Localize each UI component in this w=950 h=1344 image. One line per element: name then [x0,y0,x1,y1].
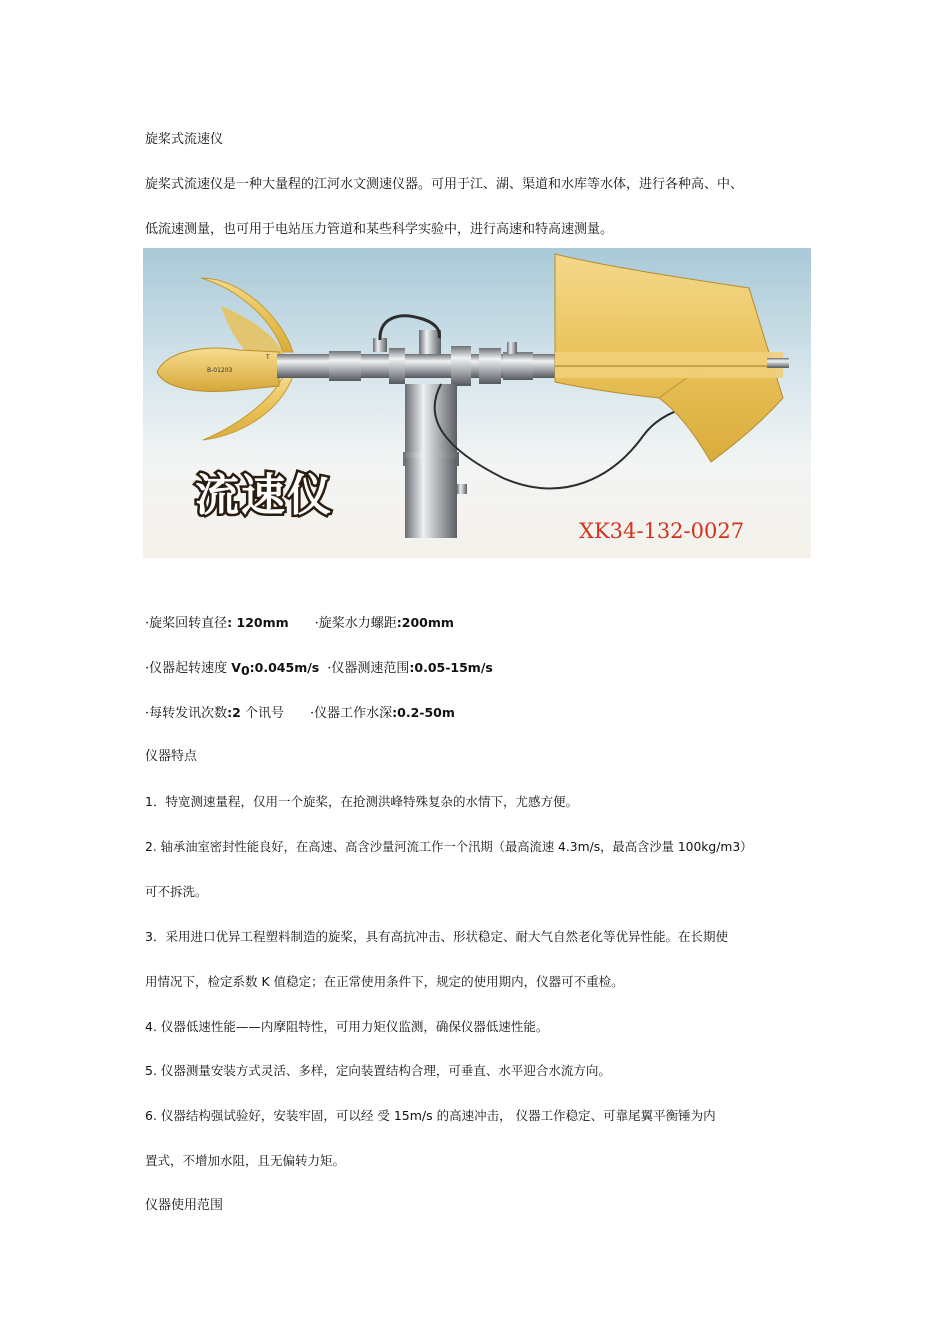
spec-subscript: 0 [240,663,250,678]
photo-caption: 流速仪 [195,470,333,521]
spec-label: ·旋桨水力螺距 [314,616,397,631]
spec-value: : 120mm [227,615,289,630]
spec-unit: 个讯号 [240,706,284,721]
spec-value: :0.2-50m [392,705,455,720]
spec-row-3 [145,705,455,722]
intro-paragraph-line-2: 低流速测量，也可用于电站压力管道和某些科学实验中，进行高速和特高速测量。 [145,222,614,237]
spec-value: :2 [227,705,241,720]
feature-item-5: 5. 仪器测量安装方式灵活、多样，定向装置结构合理，可垂直、水平迎合水流方向。 [145,1063,611,1078]
mark-label: T [266,354,270,361]
feature-item-1: 1．特宽测速量程，仅用一个旋桨，在抢测洪峰特殊复杂的水情下，尤感方便。 [145,794,578,809]
spec-label: ·每转发讯次数 [145,706,228,721]
usage-heading: 仪器使用范围 [145,1198,224,1213]
feature-item-2-line-2: 可不拆洗。 [145,884,208,899]
feature-item-6-line-1: 6. 仪器结构强试验好，安装牢固，可以经 受 15m/s 的高速冲击， 仪器工作稳定、可靠尾翼平衡锤为内 [145,1108,716,1123]
feature-item-4: 4. 仪器低速性能——内摩阻特性，可用力矩仪监测，确保仪器低速性能。 [145,1019,549,1034]
spec-value: :0.045m/s [249,660,320,675]
feature-item-3-line-1: 3．采用进口优异工程塑料制造的旋桨，具有高抗冲击、形状稳定、耐大气自然老化等优异性能。在长期使 [145,929,728,944]
spec-label: ·仪器测速范围 [327,661,410,676]
photo-code: XK34-132-0027 [579,519,745,543]
features-heading: 仪器特点 [145,749,198,764]
feature-item-2-line-1: 2. 轴承油室密封性能良好，在高速、高含沙量河流工作一个汛期（最高流速 4.3m/s，最高含沙量 100kg/m3） [145,840,753,854]
spec-label: ·仪器工作水深 [309,706,393,721]
feature-item-3-line-2: 用情况下，检定系数 K 值稳定；在正常使用条件下，规定的使用期内，仪器可不重检。 [145,974,624,989]
feature-item-6-line-2: 置式，不增加水阻，且无偏转力矩。 [145,1153,346,1168]
spec-value: :200mm [396,615,454,630]
spec-value: :0.05-15m/s [409,660,493,675]
spec-label: ·旋桨回转直径 [145,616,228,631]
serial-label: B-01203 [207,367,233,374]
intro-paragraph-line-1: 旋桨式流速仪是一种大量程的江河水文测速仪器。可用于江、湖、渠道和水库等水体，进行各种高、中、 [145,177,744,192]
spec-row-1 [145,615,454,632]
spec-label: ·仪器起转速度 [145,661,232,676]
page-title: 旋桨式流速仪 [145,132,224,147]
spec-row-2 [145,660,493,677]
spec-symbol: V [231,660,241,675]
current-meter-photo [143,248,811,558]
